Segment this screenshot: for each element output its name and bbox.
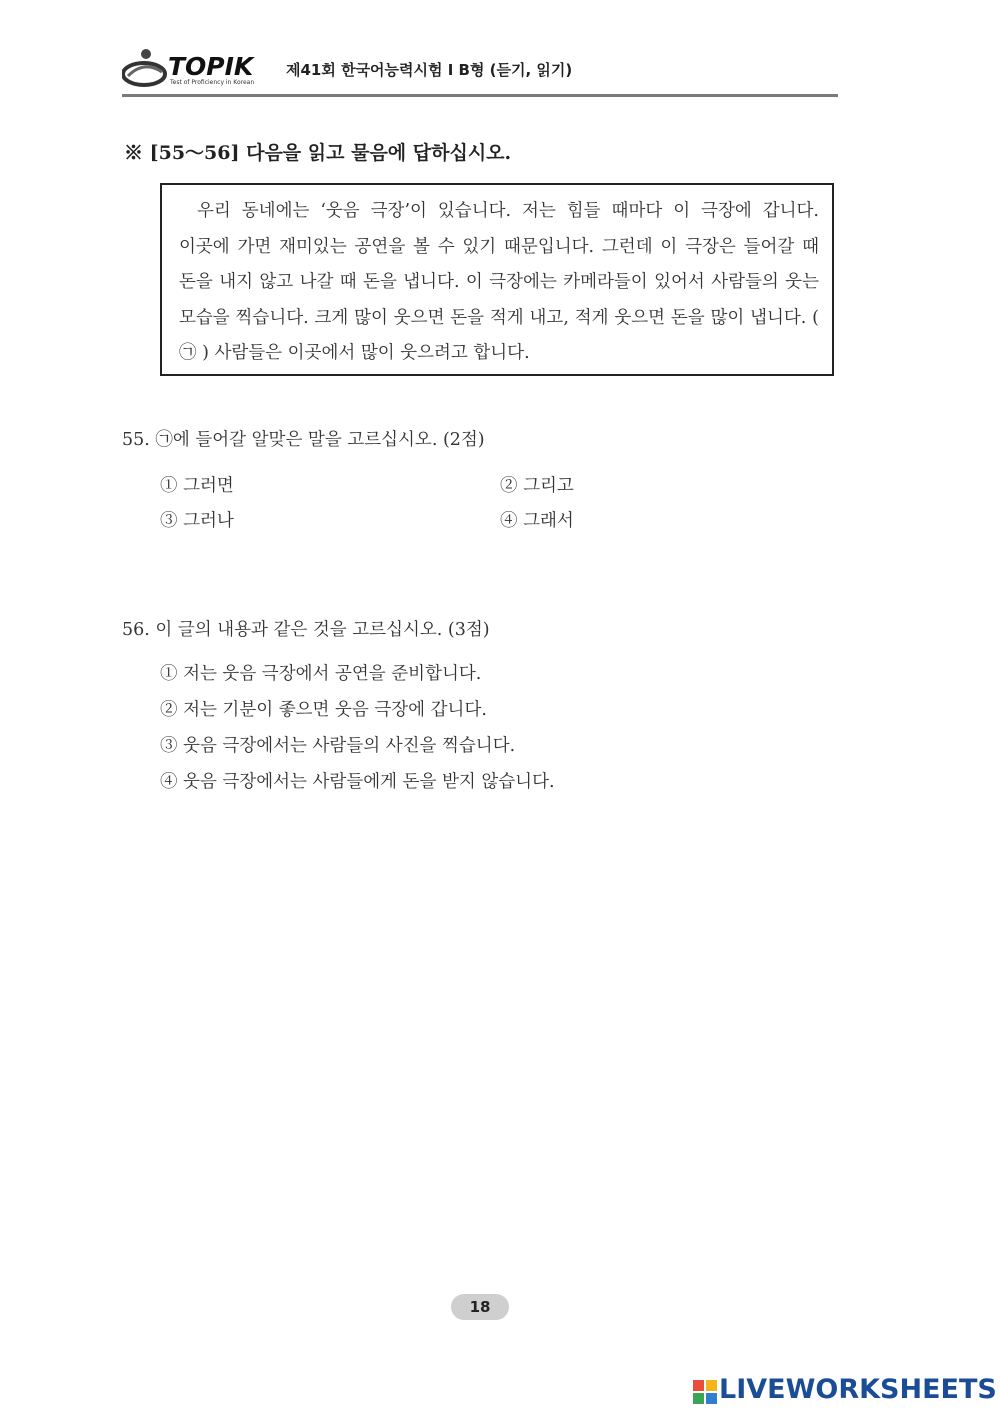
liveworksheets-logo-icon: [693, 1380, 717, 1404]
q55-option-4[interactable]: ④ 그래서: [500, 511, 574, 531]
q56-option-3[interactable]: ③ 웃음 극장에서는 사람들의 사진을 찍습니다.: [160, 736, 516, 756]
q55-option-1[interactable]: ① 그러면: [160, 476, 234, 496]
logo-subtitle: Test of Proficiency in Korean: [170, 79, 255, 86]
q55-option-3[interactable]: ③ 그러나: [160, 511, 234, 531]
q56-option-4[interactable]: ④ 웃음 극장에서는 사람들에게 돈을 받지 않습니다.: [160, 772, 555, 792]
page-number: 18: [451, 1294, 509, 1320]
reading-passage: 우리 동네에는 ‘웃음 극장’이 있습니다. 저는 힘들 때마다 이 극장에 갑니다. 이곳에 가면 재미있는 공연을 볼 수 있기 때문입니다. 그런데 이 극장은 들어갈 때 돈을 내지 않고 나갈 때 돈을 냅니다. 이 극장에는 카메라들이 있어서 사람들의 웃는 모습을 찍습니다. 크게 많이 웃으면 돈을 적게 내고, 적게 웃으면 돈을 많이 냅니다. ( ㉠ ) 사람들은 이곳에서 많이 웃으려고 합니다.: [179, 201, 819, 363]
question-56-stem: 56. 이 글의 내용과 같은 것을 고르십시오. (3점): [122, 620, 490, 640]
topik-logo-icon: [122, 46, 170, 88]
section-instruction: ※ [55～56] 다음을 읽고 물음에 답하십시오.: [124, 142, 512, 164]
exam-title: 제41회 한국어능력시험 I B형 (듣기, 읽기): [286, 61, 573, 79]
q56-option-2[interactable]: ② 저는 기분이 좋으면 웃음 극장에 갑니다.: [160, 700, 487, 720]
logo-text: TOPIK: [168, 52, 254, 81]
q56-option-1[interactable]: ① 저는 웃음 극장에서 공연을 준비합니다.: [160, 664, 482, 684]
question-55-stem: 55. ㉠에 들어갈 알맞은 말을 고르십시오. (2점): [122, 430, 485, 450]
q55-option-2[interactable]: ② 그리고: [500, 476, 574, 496]
liveworksheets-watermark: LIVEWORKSHEETS: [719, 1374, 997, 1405]
reading-passage-box: [160, 183, 834, 376]
page-header: [122, 44, 838, 97]
